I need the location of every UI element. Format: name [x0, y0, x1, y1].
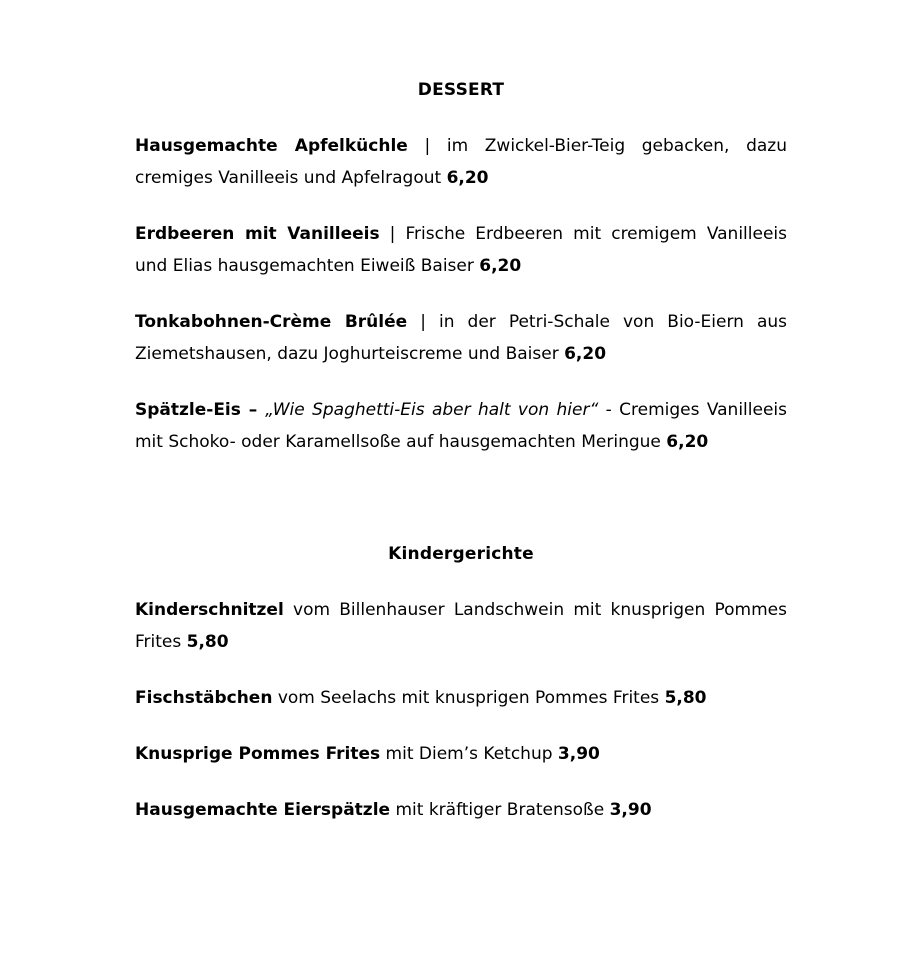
item-separator: | [407, 136, 447, 156]
item-name: Tonkabohnen-Crème Brûlée [135, 312, 408, 332]
item-name: Spätzle-Eis – [135, 400, 266, 420]
item-separator: | [379, 224, 406, 244]
item-price: 6,20 [479, 256, 522, 276]
item-name: Kinderschnitzel [135, 600, 284, 620]
item-description: - Cremiges Vanilleeis mit Schoko- oder Karamellsoße auf hausgemachten Meringue [135, 400, 788, 452]
item-price: 3,90 [557, 744, 600, 764]
item-price: 5,80 [186, 632, 229, 652]
item-price: 5,80 [664, 688, 707, 708]
dessert-item-erdbeeren [135, 218, 787, 282]
item-price: 6,20 [564, 344, 607, 364]
kids-item-eierspaetzle [135, 794, 787, 826]
item-name: Knusprige Pommes Frites [135, 744, 381, 764]
item-description: vom Seelachs mit knusprigen Pommes Frites [272, 688, 665, 708]
menu-content [135, 74, 787, 850]
item-name: Hausgemachte Eierspätzle [135, 800, 391, 820]
item-price: 3,90 [609, 800, 652, 820]
item-price: 6,20 [446, 168, 489, 188]
item-description: mit kräftiger Bratensoße [390, 800, 610, 820]
kids-item-fischstaebchen [135, 682, 787, 714]
kids-title: Kindergerichte [388, 544, 534, 564]
item-name: Hausgemachte Apfelküchle [135, 136, 408, 156]
dessert-item-spaetzle-eis [135, 394, 787, 458]
item-name: Fischstäbchen [135, 688, 273, 708]
kids-item-pommes [135, 738, 787, 770]
item-price: 6,20 [666, 432, 709, 452]
section-spacer [135, 482, 787, 538]
dessert-title: DESSERT [417, 80, 505, 100]
item-description: in der Petri-Schale von Bio-Eiern aus Ziemetshausen, dazu Joghurteiscreme und Baiser [135, 312, 787, 364]
item-name: Erdbeeren mit Vanilleeis [135, 224, 380, 244]
item-description: vom Billenhauser Landschwein mit knusprigen Pommes Frites [135, 600, 787, 652]
item-quote: „Wie Spaghetti-Eis aber halt von hier“ [265, 400, 599, 420]
dessert-item-creme-brulee [135, 306, 787, 370]
item-separator: | [407, 312, 439, 332]
item-description: im Zwickel-Bier-Teig gebacken, dazu cremiges Vanilleeis und Apfelragout [135, 136, 787, 188]
dessert-item-apfelkuechle [135, 130, 787, 194]
kids-item-schnitzel [135, 594, 787, 658]
item-description: Frische Erdbeeren mit cremigem Vanilleeis und Elias hausgemachten Eiweiß Baiser [135, 224, 787, 276]
item-description: mit Diem’s Ketchup [380, 744, 558, 764]
